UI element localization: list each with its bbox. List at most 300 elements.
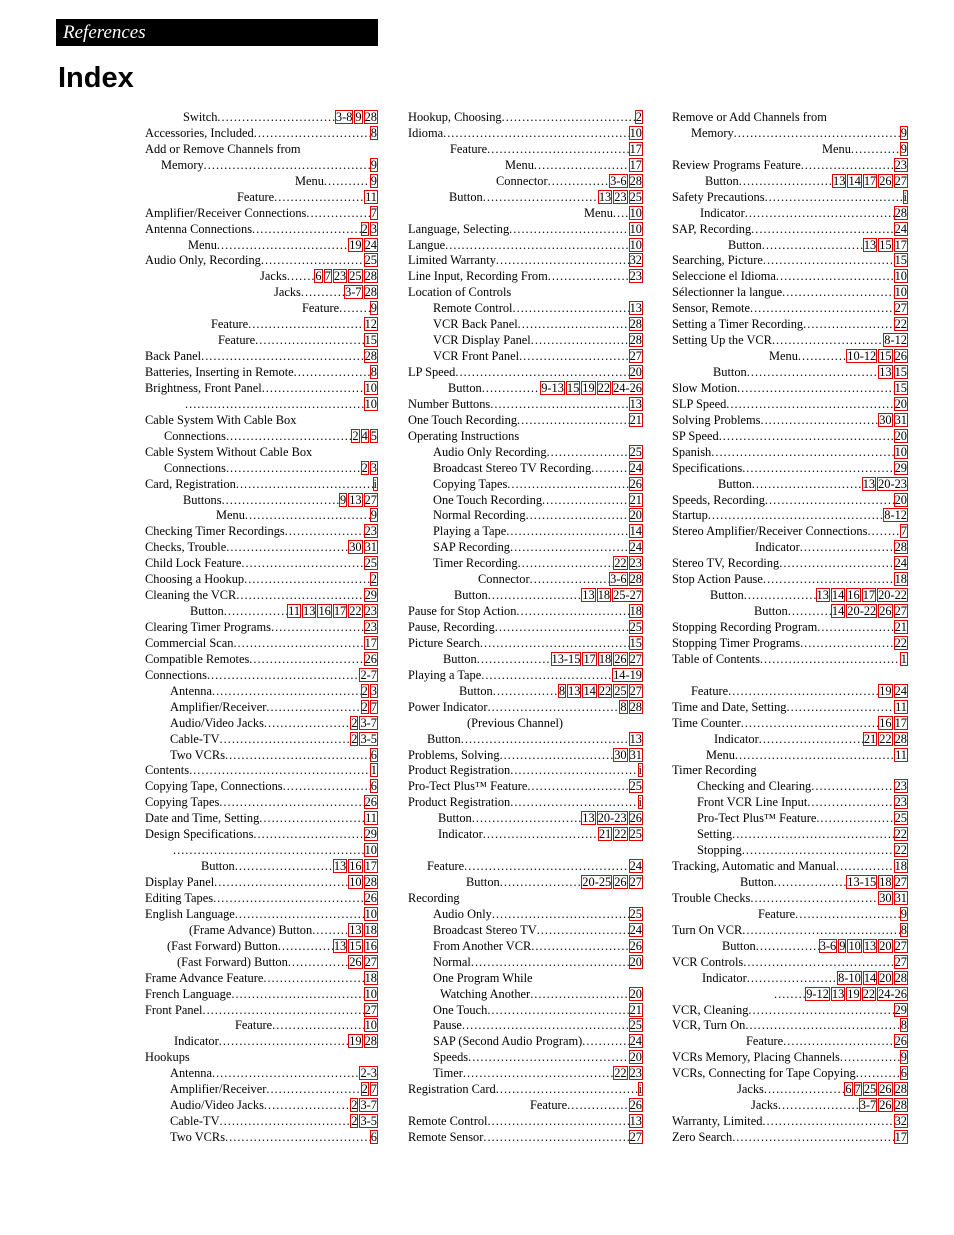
page-link[interactable]: 31 (894, 412, 907, 427)
page-link[interactable]: 21 (863, 731, 877, 746)
page-link[interactable]: 11 (895, 699, 907, 714)
page-link[interactable]: 19 (349, 1034, 362, 1049)
page-link[interactable]: 20-23 (878, 476, 907, 491)
page-link[interactable]: 28 (629, 317, 642, 332)
page-link[interactable]: 10 (364, 843, 377, 858)
page-link[interactable]: 9 (340, 492, 347, 507)
page-link[interactable]: 26 (629, 1098, 642, 1113)
page-link[interactable]: 25 (629, 827, 642, 842)
page-link[interactable]: 1 (370, 763, 377, 778)
page-link[interactable]: i (638, 795, 642, 810)
page-link[interactable]: 22 (614, 827, 627, 842)
page-link[interactable]: 25 (364, 253, 377, 268)
page-link[interactable]: 3 (370, 460, 377, 475)
page-link[interactable]: 8 (558, 683, 566, 698)
page-link[interactable]: 20 (894, 428, 907, 443)
page-link[interactable]: 7 (370, 699, 377, 714)
page-link[interactable]: 24-26 (878, 986, 907, 1001)
page-link[interactable]: 5 (370, 428, 377, 443)
page-link[interactable]: 26 (879, 604, 892, 619)
page-link[interactable]: 28 (364, 269, 377, 284)
page-link[interactable]: 27 (629, 875, 642, 889)
page-link[interactable]: 20 (894, 396, 907, 411)
page-link[interactable]: 29 (894, 460, 907, 475)
page-link[interactable]: 20-22 (847, 604, 877, 619)
page-link[interactable]: 8-10 (838, 970, 861, 985)
page-link[interactable]: 13 (629, 396, 642, 411)
page-link[interactable]: 23 (364, 524, 377, 539)
page-link[interactable]: 20 (629, 508, 642, 523)
page-link[interactable]: 27 (364, 954, 377, 969)
page-link[interactable]: 25 (629, 620, 642, 634)
page-link[interactable]: 24 (629, 859, 642, 874)
page-link[interactable]: 2-3 (360, 1066, 377, 1081)
entry-term: Menu (188, 237, 217, 252)
page-link[interactable]: 23 (333, 269, 347, 284)
page-link[interactable]: 10 (364, 396, 377, 411)
page-link[interactable]: 17 (863, 173, 877, 188)
page-link[interactable]: 18 (598, 651, 612, 666)
page-link[interactable]: 25 (863, 1082, 877, 1097)
page-link[interactable]: 26 (364, 651, 377, 666)
page-link[interactable]: 2 (361, 221, 368, 236)
page-link[interactable]: 8-12 (884, 333, 907, 348)
page-link[interactable]: 23 (614, 189, 627, 204)
page-link[interactable]: 30 (879, 890, 892, 905)
page-link[interactable]: 13 (582, 811, 595, 826)
page-link[interactable]: 22 (894, 317, 907, 332)
page-link[interactable]: 21 (629, 412, 642, 427)
page-link[interactable]: 17 (333, 604, 347, 619)
page-link[interactable]: 11 (365, 189, 377, 204)
page-link[interactable]: 25 (629, 444, 642, 459)
page-link[interactable]: 28 (629, 333, 642, 348)
page-link[interactable]: 14 (629, 524, 642, 539)
page-link[interactable]: 20 (629, 1050, 642, 1065)
page-link[interactable]: 27 (894, 604, 907, 619)
page-link[interactable]: 25 (629, 779, 642, 794)
page-link[interactable]: 9-13 (541, 380, 564, 395)
page-link[interactable]: 13 (863, 237, 877, 252)
page-link[interactable]: 22 (598, 683, 612, 698)
page-link[interactable]: 15 (364, 333, 377, 348)
page-link[interactable]: 23 (894, 157, 907, 172)
page-link[interactable]: 20 (879, 970, 892, 985)
page-link[interactable]: 18 (364, 922, 377, 937)
dot-leader (752, 477, 862, 493)
page-link[interactable]: 26 (629, 811, 642, 826)
page-link[interactable]: 2 (361, 1082, 368, 1097)
page-link[interactable]: 18 (597, 588, 611, 603)
page-link[interactable]: 13 (629, 731, 642, 746)
page-link[interactable]: 12 (364, 317, 377, 332)
page-link[interactable]: 10 (629, 205, 642, 220)
page-link[interactable]: 7 (370, 1082, 377, 1097)
page-link[interactable]: 2 (361, 460, 368, 475)
page-link[interactable]: 10 (629, 125, 642, 140)
page-link[interactable]: 2 (370, 572, 377, 587)
page-link[interactable]: 27 (629, 349, 642, 364)
entry-term: Timer Recording (433, 556, 518, 571)
page-link[interactable]: 6 (315, 269, 322, 284)
page-link[interactable]: 15 (894, 380, 907, 395)
page-link[interactable]: 17 (862, 588, 876, 603)
page-link[interactable]: 23 (894, 795, 907, 810)
page-link[interactable]: 27 (364, 492, 377, 507)
page-link[interactable]: 25 (349, 269, 362, 284)
page-link[interactable]: 31 (894, 890, 907, 905)
page-link[interactable]: 9 (900, 1050, 907, 1065)
page-link[interactable]: 3-6 (819, 938, 837, 953)
page-link[interactable]: 2 (635, 110, 642, 124)
page-link[interactable]: 26 (894, 349, 907, 364)
page-link[interactable]: i (638, 763, 642, 778)
page-link[interactable]: 27 (364, 1002, 377, 1017)
page-link[interactable]: 10 (629, 237, 642, 252)
page-link[interactable]: 24 (629, 540, 642, 555)
page-link[interactable]: 20-22 (878, 588, 907, 603)
page-link[interactable]: 23 (629, 556, 642, 571)
page-link[interactable]: 3-6 (610, 173, 627, 188)
page-link[interactable]: 9 (370, 173, 377, 188)
page-link[interactable]: 23 (364, 620, 377, 634)
page-link[interactable]: 26 (364, 795, 377, 810)
page-link[interactable]: 26 (879, 1098, 892, 1113)
page-link[interactable]: 9 (900, 141, 907, 156)
page-link[interactable]: 10 (848, 938, 861, 953)
page-link[interactable]: 25-27 (613, 588, 642, 603)
page-link[interactable]: 2-7 (360, 667, 377, 682)
page-link[interactable]: 20-25 (582, 875, 612, 889)
page-link[interactable]: 9 (900, 125, 907, 140)
page-link[interactable]: 11 (895, 747, 907, 762)
page-link[interactable]: 22 (597, 380, 611, 395)
page-link[interactable]: 28 (894, 970, 907, 985)
page-link[interactable]: 24 (894, 556, 907, 571)
page-link[interactable]: 17 (629, 157, 642, 172)
page-link[interactable]: 15 (879, 237, 892, 252)
page-link[interactable]: 14 (863, 970, 877, 985)
page-link[interactable]: 11 (365, 811, 377, 826)
page-link[interactable]: 19 (879, 683, 892, 698)
page-link[interactable]: 13 (629, 1114, 642, 1129)
page-link[interactable]: 13 (333, 859, 347, 874)
page-link[interactable]: 8 (900, 1018, 907, 1033)
page-link[interactable]: 26 (879, 1082, 892, 1097)
page-link[interactable]: 13 (816, 588, 829, 603)
page-link[interactable]: 7 (324, 269, 331, 284)
page-link[interactable]: 21 (629, 1002, 642, 1017)
entry-term: SAP Recording (433, 540, 510, 555)
page-link[interactable]: 9 (355, 110, 362, 124)
page-link[interactable]: 27 (894, 938, 907, 953)
page-link[interactable]: 24 (629, 922, 642, 937)
page-link[interactable]: 13-15 (551, 651, 581, 666)
page-link[interactable]: 15 (349, 938, 362, 953)
page-link[interactable]: 27 (629, 651, 642, 666)
page-link[interactable]: 30 (879, 412, 892, 427)
page-link[interactable]: 20 (629, 986, 642, 1001)
page-link[interactable]: 6 (370, 1130, 377, 1144)
page-link[interactable]: 3-7 (859, 1098, 877, 1113)
page-link[interactable]: 16 (879, 715, 892, 730)
page-link[interactable]: i (903, 189, 907, 204)
page-link[interactable]: 9 (370, 301, 377, 316)
page-link[interactable]: 15 (566, 380, 580, 395)
page-link[interactable]: 20 (879, 938, 892, 953)
page-link[interactable]: 8 (370, 125, 377, 140)
page-link[interactable]: 25 (614, 683, 627, 698)
page-link[interactable]: 25 (894, 811, 907, 826)
page-link[interactable]: 26 (879, 173, 892, 188)
page-link[interactable]: 26 (614, 875, 627, 889)
page-link[interactable]: 17 (629, 141, 642, 156)
page-link[interactable]: 24 (629, 1034, 642, 1049)
page-link[interactable]: 32 (894, 1114, 907, 1129)
page-link[interactable]: 13 (582, 588, 595, 603)
page-link[interactable]: 10-12 (847, 349, 877, 364)
page-link[interactable]: 6 (370, 747, 377, 762)
page-link[interactable]: 17 (894, 715, 907, 730)
page-link[interactable]: 3-5 (360, 731, 377, 746)
page-link[interactable]: 17 (894, 1130, 907, 1144)
page-link[interactable]: 30 (349, 540, 362, 555)
page-link[interactable]: 9 (839, 938, 846, 953)
page-link[interactable]: 19 (582, 380, 595, 395)
page-link[interactable]: 22 (862, 986, 876, 1001)
page-link[interactable]: 25 (629, 189, 642, 204)
page-link[interactable]: 29 (364, 588, 377, 603)
page-link[interactable]: 28 (364, 110, 377, 124)
page-link[interactable]: 28 (894, 205, 907, 220)
page-link[interactable]: 3-6 (610, 572, 627, 587)
page-link[interactable]: 2 (361, 699, 368, 714)
page-link[interactable]: 10 (894, 444, 907, 459)
page-link[interactable]: 23 (364, 604, 377, 619)
index-entry (408, 158, 643, 174)
page-link[interactable]: 22 (349, 604, 362, 619)
page-link[interactable]: 24 (629, 460, 642, 475)
page-link[interactable]: 28 (894, 540, 907, 555)
page-link[interactable]: 1 (900, 651, 907, 666)
page-link[interactable]: 28 (629, 572, 642, 587)
page-link[interactable]: 22 (614, 556, 627, 571)
page-link[interactable]: 28 (364, 285, 377, 300)
page-link[interactable]: 27 (894, 301, 907, 316)
entry-term: Menu (584, 205, 613, 220)
page-link[interactable]: 25 (629, 906, 642, 921)
page-link[interactable]: 9-12 (806, 986, 829, 1001)
page-link[interactable]: 3 (370, 221, 377, 236)
page-link[interactable]: 6 (900, 1066, 907, 1081)
page-link[interactable]: 8 (370, 365, 377, 379)
page-link[interactable]: 2 (351, 1114, 358, 1129)
page-link[interactable]: 7 (900, 524, 907, 539)
page-link[interactable]: 14 (583, 683, 596, 698)
page-link[interactable]: 24 (894, 221, 907, 236)
page-link[interactable]: 29 (894, 1002, 907, 1017)
page-link[interactable]: 23 (894, 779, 907, 794)
page-link[interactable]: 10 (349, 875, 362, 889)
page-link[interactable]: 22 (894, 827, 907, 842)
page-link[interactable]: 2 (351, 731, 358, 746)
page-link[interactable]: 16 (847, 588, 860, 603)
page-link[interactable]: 3-5 (360, 1114, 377, 1129)
page-link[interactable]: 16 (349, 859, 362, 874)
page-link[interactable]: 13 (598, 189, 612, 204)
page-link[interactable]: 3-7 (345, 285, 362, 300)
page-link[interactable]: 24 (364, 237, 377, 252)
page-link[interactable]: 13 (349, 922, 362, 937)
page-link[interactable]: 13 (303, 604, 316, 619)
page-link[interactable]: 9 (370, 157, 377, 172)
page-link[interactable]: 6 (845, 1082, 852, 1097)
page-link[interactable]: 26 (614, 651, 627, 666)
page-link[interactable]: 26 (364, 890, 377, 905)
page-link[interactable]: 15 (879, 349, 892, 364)
page-link[interactable]: 2 (351, 715, 358, 730)
page-link[interactable]: 18 (364, 970, 377, 985)
page-link[interactable]: 28 (629, 173, 642, 188)
page-link[interactable]: 13 (862, 476, 876, 491)
page-link[interactable]: 18 (879, 875, 892, 889)
page-link[interactable]: 23 (629, 1066, 642, 1081)
page-link[interactable]: 21 (598, 827, 612, 842)
page-link[interactable]: 3-7 (360, 1098, 377, 1113)
page-link[interactable]: 27 (894, 954, 907, 969)
page-link[interactable]: 6 (370, 779, 377, 794)
page-link[interactable]: 27 (894, 173, 907, 188)
page-link[interactable]: 27 (629, 683, 642, 698)
page-link[interactable]: 20 (629, 365, 642, 379)
page-link[interactable]: 3 (370, 683, 377, 698)
page-link[interactable]: 20-23 (597, 811, 627, 826)
page-link[interactable]: 13 (568, 683, 581, 698)
page-link[interactable]: 20 (629, 954, 642, 969)
page-link[interactable]: 14 (831, 604, 845, 619)
page-link[interactable]: 18 (894, 859, 907, 874)
page-link[interactable]: 18 (894, 572, 907, 587)
page-link[interactable]: 10 (364, 906, 377, 921)
dot-leader (506, 524, 628, 540)
page-link[interactable]: 24 (894, 683, 907, 698)
page-link[interactable]: 13 (349, 492, 362, 507)
page-link[interactable]: 10 (364, 1018, 377, 1033)
page-link[interactable]: 25 (629, 1018, 642, 1033)
page-link[interactable]: 27 (629, 1130, 642, 1144)
page-link[interactable]: 14 (848, 173, 861, 188)
entry-term: Stereo TV, Recording (672, 556, 780, 571)
page-link[interactable]: 3-8 (335, 110, 353, 124)
page-link[interactable]: 19 (847, 986, 860, 1001)
page-link[interactable]: 13 (831, 986, 845, 1001)
page-link[interactable]: 2 (351, 1098, 358, 1113)
page-link[interactable]: 28 (364, 349, 377, 364)
page-link[interactable]: 15 (894, 365, 907, 379)
page-link[interactable]: 26 (349, 954, 362, 969)
page-link[interactable]: 25 (364, 556, 377, 571)
page-link[interactable]: 10 (629, 221, 642, 236)
page-link[interactable]: 28 (629, 699, 642, 714)
page-link[interactable]: 8 (620, 699, 627, 714)
dot-leader (519, 349, 629, 365)
page-link[interactable]: 10 (894, 269, 907, 284)
page-link[interactable]: 17 (894, 237, 907, 252)
page-link[interactable]: 9 (370, 508, 377, 523)
page-link[interactable]: 13-15 (847, 875, 877, 889)
page-link[interactable]: 32 (629, 253, 642, 268)
page-link[interactable]: i (373, 476, 377, 491)
page-link[interactable]: 13 (833, 173, 846, 188)
page-link[interactable]: 26 (629, 938, 642, 953)
page-link[interactable]: 7 (854, 1082, 861, 1097)
page-link[interactable]: 28 (364, 875, 377, 889)
page-link[interactable]: 17 (364, 635, 377, 650)
page-link[interactable]: 3-7 (360, 715, 377, 730)
page-link[interactable]: 2 (352, 428, 359, 443)
page-link[interactable]: 9 (900, 906, 907, 921)
page-link[interactable]: 7 (370, 205, 377, 220)
page-link[interactable]: 19 (349, 237, 362, 252)
page-link[interactable]: 15 (894, 253, 907, 268)
page-link[interactable]: 16 (364, 938, 377, 953)
page-link[interactable]: 28 (364, 1034, 377, 1049)
page-link[interactable]: i (638, 1082, 642, 1097)
page-link[interactable]: 26 (894, 1034, 907, 1049)
dot-leader (249, 652, 363, 668)
page-link[interactable]: 14-19 (613, 667, 642, 682)
page-link[interactable]: 22 (879, 731, 892, 746)
page-link[interactable]: 17 (583, 651, 596, 666)
page-link[interactable]: 10 (364, 986, 377, 1001)
page-link[interactable]: 22 (894, 843, 907, 858)
page-link[interactable]: 20 (894, 492, 907, 507)
page-link[interactable]: 13 (629, 301, 642, 316)
page-link[interactable]: 17 (364, 859, 377, 874)
page-link[interactable]: 11 (288, 604, 301, 619)
page-link[interactable]: 31 (629, 747, 642, 762)
page-link[interactable]: 10 (894, 285, 907, 300)
page-link[interactable]: 14 (831, 588, 845, 603)
page-link[interactable]: 18 (629, 604, 642, 619)
page-link[interactable]: 30 (614, 747, 627, 762)
page-link[interactable]: 28 (894, 731, 907, 746)
page-link[interactable]: 22 (894, 635, 907, 650)
page-link[interactable]: 24-26 (613, 380, 642, 395)
page-link[interactable]: 10 (364, 380, 377, 395)
page-link[interactable]: 28 (894, 1082, 907, 1097)
page-link[interactable]: 4 (361, 428, 368, 443)
page-link[interactable]: 29 (364, 827, 377, 842)
page-link[interactable]: 2 (361, 683, 368, 698)
page-link[interactable]: 21 (894, 620, 907, 634)
page-link[interactable]: 26 (629, 476, 642, 491)
page-link[interactable]: 13 (879, 365, 892, 379)
page-link[interactable]: 28 (894, 1098, 907, 1113)
page-link[interactable]: 23 (629, 269, 642, 284)
page-link[interactable]: 21 (629, 492, 642, 507)
page-link[interactable]: 15 (629, 635, 642, 650)
page-link[interactable]: 16 (318, 604, 331, 619)
dot-leader (261, 253, 364, 269)
page-link[interactable]: 8 (900, 922, 907, 937)
page-link[interactable]: 22 (614, 1066, 627, 1081)
page-link[interactable]: 27 (894, 875, 907, 889)
page-link[interactable]: 31 (364, 540, 377, 555)
page-link[interactable]: 13 (333, 938, 347, 953)
page-link[interactable]: 13 (863, 938, 877, 953)
page-link[interactable]: 8-12 (884, 508, 907, 523)
